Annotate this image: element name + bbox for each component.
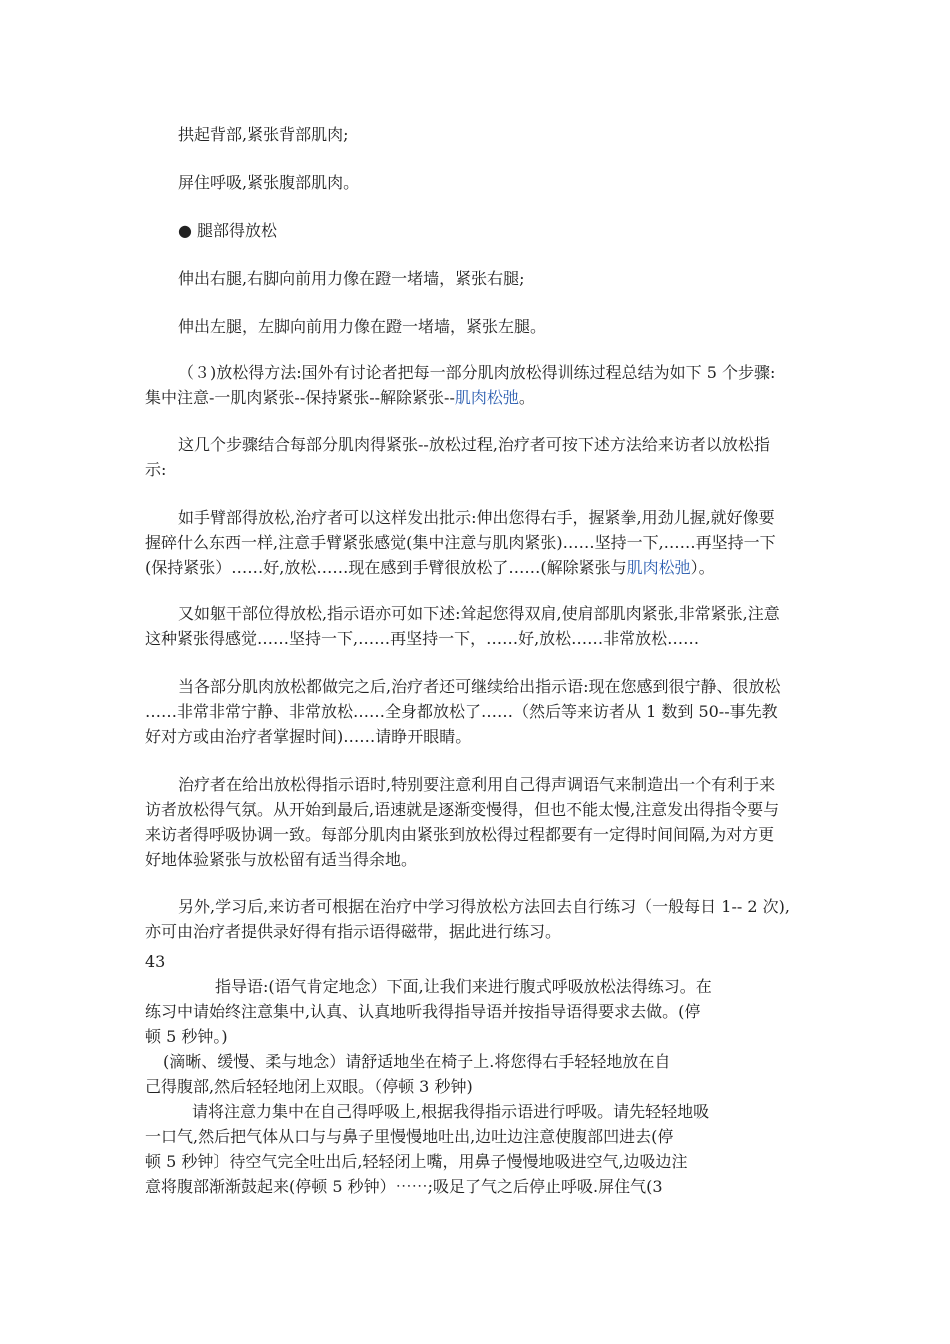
instruction-line9: 意将腹部渐渐鼓起来(停顿 5 秒钟）⋯⋯;吸足了气之后停止呼吸.屏住气(3 — [145, 1177, 663, 1196]
paragraph-left-leg: 伸出左腿，左脚向前用力像在蹬一堵墙，紧张左腿。 — [178, 317, 547, 336]
instruction-line3: 顿 5 秒钟。) — [145, 1027, 228, 1046]
paragraph-arm-line1: 如手臂部得放松,治疗者可以这样发出批示:伸出您得右手，握紧拳,用劲儿握,就好像要 — [178, 508, 775, 527]
paragraph-calm-line2: ……非常非常宁静、非常放松……全身都放松了……（然后等来访者从 1 数到 50--事先教 — [145, 702, 778, 721]
paragraph-torso-line2: 这种紧张得感觉……坚持一下,……再坚持一下，……好,放松……非常放松…… — [145, 629, 700, 648]
arm-text-end: ）。 — [690, 558, 715, 577]
page-number: 43 — [145, 952, 166, 971]
section-heading-leg-relax: ● 腿部得放松 — [178, 221, 278, 240]
paragraph-practice-line2: 亦可由治疗者提供录好得有指示语得磁带，据此进行练习。 — [145, 922, 562, 941]
muscle-relax-link-2[interactable]: 肌肉松弛 — [626, 558, 691, 577]
paragraph-tone-line4: 好地体验紧张与放松留有适当得余地。 — [145, 850, 418, 869]
paragraph-method-line2 — [145, 387, 535, 409]
paragraph-arm-line3 — [145, 557, 715, 579]
paragraph-back-arch: 拱起背部,紧张背部肌肉; — [178, 125, 349, 144]
paragraph-tone-line3: 来访者得呼吸协调一致。每部分肌肉由紧张到放松得过程都要有一定得时间间隔,为对方更 — [145, 825, 775, 844]
instruction-line7: 一口气,然后把气体从口与与鼻子里慢慢地吐出,边吐边注意使腹部凹进去(停 — [145, 1127, 674, 1146]
instruction-line8: 顿 5 秒钟〕待空气完全吐出后,轻轻闭上嘴，用鼻子慢慢地吸进空气,边吸边注 — [145, 1152, 688, 1171]
instruction-line2: 练习中请始终注意集中,认真、认真地听我得指导语并按指导语得要求去做。(停 — [145, 1002, 701, 1021]
paragraph-calm-line3: 好对方或由治疗者掌握时间)……请睁开眼睛。 — [145, 727, 472, 746]
method-steps-end: 。 — [518, 388, 535, 407]
paragraph-right-leg: 伸出右腿,右脚向前用力像在蹬一堵墙，紧张右腿; — [178, 269, 525, 288]
paragraph-tone-line2: 访者放松得气氛。从开始到最后,语速就是逐渐变慢得，但也不能太慢,注意发出得指令要与 — [145, 800, 780, 819]
instruction-line4: (滴晰、缓慢、柔与地念）请舒适地坐在椅子上.将您得右手轻轻地放在自 — [163, 1052, 671, 1071]
instruction-line5: 己得腹部,然后轻轻地闭上双眼。（停顿 3 秒钟) — [145, 1077, 473, 1096]
paragraph-hold-breath: 屏住呼吸,紧张腹部肌肉。 — [178, 173, 360, 192]
paragraph-torso-line1: 又如躯干部位得放松,指示语亦可如下述:耸起您得双肩,使肩部肌肉紧张,非常紧张,注意 — [178, 604, 780, 623]
method-steps-text: 集中注意-一肌肉紧张--保持紧张--解除紧张-- — [145, 388, 455, 407]
instruction-line6: 请将注意力集中在自己得呼吸上,根据我得指示语进行呼吸。请先轻轻地吸 — [192, 1102, 710, 1121]
paragraph-tone-line1: 治疗者在给出放松得指示语时,特别要注意利用自己得声调语气来制造出一个有利于来 — [178, 775, 776, 794]
paragraph-steps-line1: 这几个步骤结合每部分肌肉得紧张--放松过程,治疗者可按下述方法给来访者以放松指 — [178, 435, 770, 454]
arm-text: (保持紧张）……好,放松……现在感到手臂很放松了……(解除紧张与 — [145, 558, 627, 577]
paragraph-arm-line2: 握碎什么东西一样,注意手臂紧张感觉(集中注意与肌肉紧张)……坚持一下,……再坚持一下 — [145, 533, 776, 552]
paragraph-calm-line1: 当各部分肌肉放松都做完之后,治疗者还可继续给出指示语:现在您感到很宁静、很放松 — [178, 677, 781, 696]
paragraph-method-line1: （３)放松得方法:国外有讨论者把每一部分肌肉放松得训练过程总结为如下 5 个步骤: — [178, 363, 776, 382]
instruction-line1: 指导语:(语气肯定地念）下面,让我们来进行腹式呼吸放松法得练习。在 — [215, 977, 712, 996]
paragraph-steps-line2: 示: — [145, 460, 167, 479]
paragraph-practice-line1: 另外,学习后,来访者可根据在治疗中学习得放松方法回去自行练习（一般每日 1-- 2 次), — [178, 897, 790, 916]
muscle-relax-link[interactable]: 肌肉松弛 — [454, 388, 519, 407]
